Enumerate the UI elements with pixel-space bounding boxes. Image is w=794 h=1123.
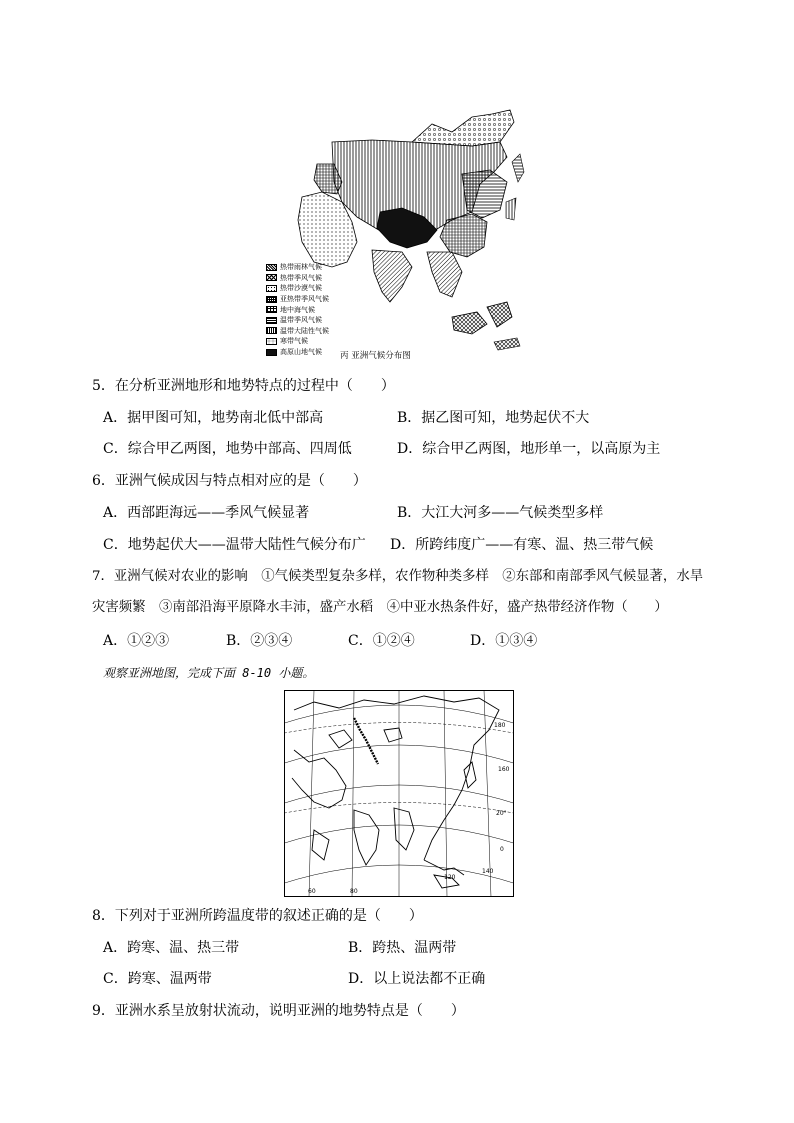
legend-item bbox=[266, 304, 386, 315]
map-label-140: 140 bbox=[482, 868, 494, 875]
legend-label: 热带沙漠气候 bbox=[280, 284, 322, 293]
question-8-option-a[interactable]: A．跨寒、温、热三带 bbox=[103, 940, 240, 956]
map-label-160: 160 bbox=[498, 766, 510, 773]
cross-diagonal-hatch-icon bbox=[266, 274, 277, 281]
legend-item bbox=[266, 273, 386, 284]
asia-map-figure bbox=[284, 690, 514, 897]
map-label-0: 0 bbox=[500, 846, 504, 853]
sparse-grid-icon bbox=[266, 306, 277, 313]
question-7-option-c[interactable]: C．①②④ bbox=[348, 633, 415, 649]
dotted-icon bbox=[266, 285, 277, 292]
legend-label: 热带雨林气候 bbox=[280, 263, 322, 272]
question-7-stem-line-1: 7．亚洲气候对农业的影响 ①气候类型复杂多样，农作物种类多样 ②东部和南部季风气候显著，水旱 bbox=[92, 569, 704, 584]
legend-label: 温带季风气候 bbox=[280, 316, 322, 325]
legend-label: 热带季风气候 bbox=[280, 273, 322, 282]
question-6-option-d[interactable]: D．所跨纬度广——有寒、温、热三带气候 bbox=[390, 537, 654, 553]
question-6-option-a[interactable]: A．西部距海远——季风气候显著 bbox=[103, 505, 310, 521]
legend-label: 亚热带季风气候 bbox=[280, 295, 329, 304]
question-7-option-d[interactable]: D．①③④ bbox=[470, 633, 538, 649]
question-9-stem: 9．亚洲水系呈放射状流动，说明亚洲的地势特点是（ ） bbox=[92, 1003, 465, 1019]
map-label-20-degree: 20° bbox=[496, 810, 507, 817]
dense-diagonal-hatch-icon bbox=[266, 264, 277, 271]
grid-icon bbox=[266, 296, 277, 303]
question-7-option-a[interactable]: A．①②③ bbox=[103, 633, 170, 649]
legend-label: 高原山地气候 bbox=[280, 348, 322, 357]
legend-label: 温带大陆性气候 bbox=[280, 326, 329, 335]
asia-map bbox=[284, 690, 514, 897]
question-6-option-c[interactable]: C．地势起伏大——温带大陆性气候分布广 bbox=[103, 537, 366, 553]
question-7-stem-line-2: 灾害频繁 ③南部沿海平原降水丰沛，盛产水稻 ④中亚水热条件好，盛产热带经济作物（ ） bbox=[92, 600, 668, 615]
question-5-option-a[interactable]: A．据甲图可知，地势南北低中部高 bbox=[103, 410, 324, 426]
horizontal-lines-icon bbox=[266, 317, 277, 324]
climate-legend bbox=[266, 262, 386, 357]
solid-dark-icon bbox=[266, 349, 277, 356]
small-circles-icon bbox=[266, 338, 277, 345]
legend-label: 地中海气候 bbox=[280, 305, 315, 314]
legend-item bbox=[266, 336, 386, 347]
section-intro: 观察亚洲地图，完成下面 8-10 小题。 bbox=[103, 666, 315, 680]
asia-climate-figure bbox=[262, 102, 532, 364]
legend-item bbox=[266, 294, 386, 305]
question-7-option-b[interactable]: B．②③④ bbox=[226, 633, 293, 649]
map-label-120: 120 bbox=[444, 874, 456, 881]
question-5-option-c[interactable]: C．综合甲乙两图，地势中部高、四周低 bbox=[103, 441, 352, 457]
map-label-60: 60 bbox=[308, 888, 316, 895]
question-6-option-b[interactable]: B．大江大河多——气候类型多样 bbox=[397, 505, 604, 521]
map-label-80: 80 bbox=[350, 888, 358, 895]
legend-item bbox=[266, 262, 386, 273]
figure-caption: 丙 亚洲气候分布图 bbox=[340, 351, 411, 361]
question-8-option-c[interactable]: C．跨寒、温两带 bbox=[103, 971, 212, 987]
question-6-stem: 6．亚洲气候成因与特点相对应的是（ ） bbox=[92, 473, 367, 489]
legend-item bbox=[266, 326, 386, 337]
map-label-180: 180 bbox=[494, 722, 506, 729]
legend-item bbox=[266, 315, 386, 326]
question-8-option-d[interactable]: D．以上说法都不正确 bbox=[348, 971, 486, 987]
question-5-option-d[interactable]: D．综合甲乙两图，地形单一，以高原为主 bbox=[397, 441, 661, 457]
question-5-stem: 5．在分析亚洲地形和地势特点的过程中（ ） bbox=[92, 378, 395, 394]
question-8-stem: 8．下列对于亚洲所跨温度带的叙述正确的是（ ） bbox=[92, 908, 423, 924]
legend-label: 寒带气候 bbox=[280, 337, 308, 346]
vertical-lines-icon bbox=[266, 327, 277, 334]
question-8-option-b[interactable]: B．跨热、温两带 bbox=[348, 940, 457, 956]
legend-item bbox=[266, 283, 386, 294]
question-5-option-b[interactable]: B．据乙图可知，地势起伏不大 bbox=[397, 410, 590, 426]
